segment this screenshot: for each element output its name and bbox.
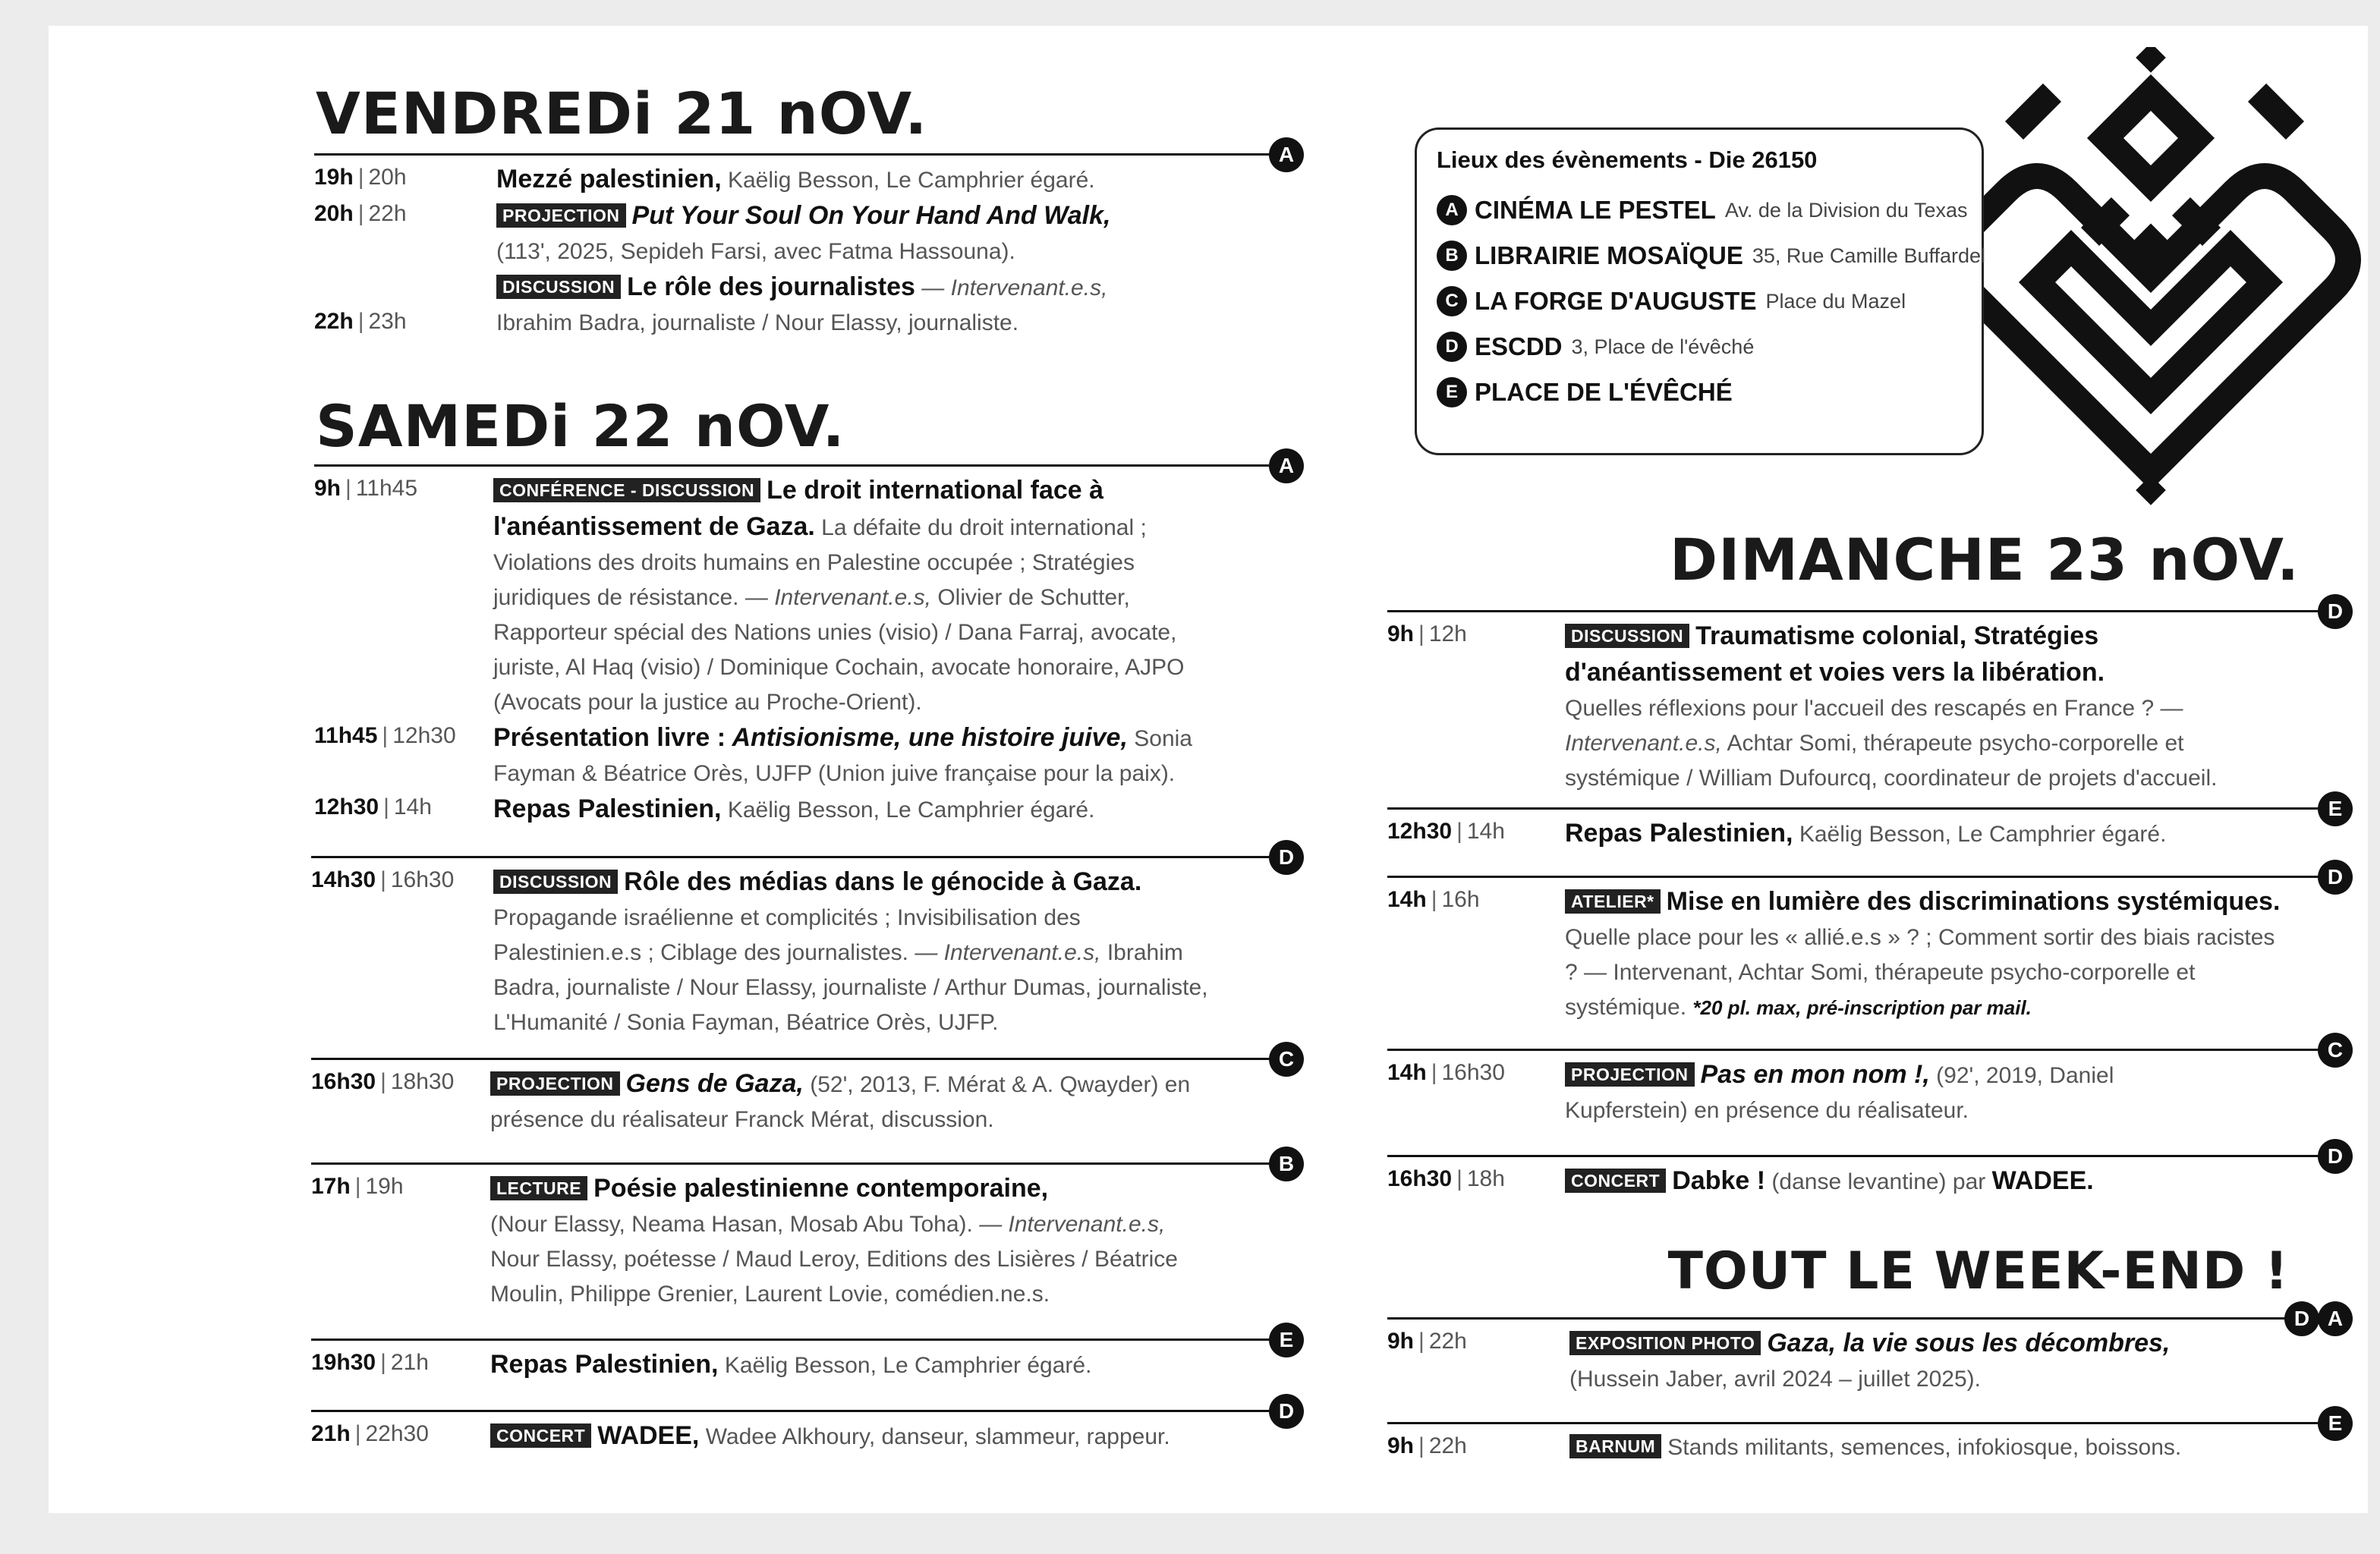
event-time: 16h30 | 18h30 [311, 1069, 455, 1094]
event-title: Dabke ! [1672, 1166, 1766, 1195]
event-performer: WADEE. [1991, 1166, 2094, 1195]
event-intro: — Intervenant.e.s, [745, 585, 931, 610]
venue-badge: D [2318, 594, 2353, 629]
venue-badge: E [2318, 1406, 2353, 1441]
event-row [314, 198, 1269, 306]
event-title: Le rôle des journalistes [627, 272, 915, 301]
sunday-title: DIMANCHE 23 nOV. [1670, 526, 2300, 593]
event-desc: (113', 2025, Sepideh Farsi, avec Fatma Hassouna). [496, 239, 1015, 264]
event-desc: Ibrahim Badra, journaliste / Nour Elassy, journaliste. [496, 310, 1019, 335]
event-time: 14h | 16h30 [1387, 1060, 1505, 1085]
venue-item [1437, 233, 1986, 278]
weekend-block-E [1387, 1411, 2343, 1465]
friday-title: VENDREDi 21 nOV. [316, 80, 928, 147]
event-time: 9h | 12h [1387, 621, 1467, 646]
venue-name: CINÉMA LE PESTEL [1475, 196, 1716, 224]
event-desc: (92', 2019, Daniel Kupferstein) en présence du réalisateur. [1565, 1063, 2114, 1123]
tag-atelier: ATELIER* [1565, 889, 1661, 914]
tag-projection: PROJECTION [490, 1071, 620, 1096]
saturday-block-A [314, 454, 1295, 828]
event-desc: Kaëlig Besson, Le Camphrier égaré. [1799, 822, 2167, 847]
saturday-title: SAMEDi 22 nOV. [316, 392, 845, 460]
event-row [311, 1418, 1269, 1455]
tag-concert: CONCERT [490, 1423, 591, 1448]
event-title: Traumatisme colonial, Stratégies d'anéantissement et voies vers la libération. [1565, 621, 2105, 687]
friday-block [314, 143, 1295, 341]
event-desc: (danse levantine) par [1771, 1169, 1986, 1194]
venues-box [1415, 127, 1984, 455]
event-desc: (Hussein Jaber, avril 2024 – juillet 2025). [1569, 1367, 1981, 1392]
venue-name: ESCDD [1475, 332, 1563, 360]
event-row [1387, 884, 2318, 1025]
event-title: WADEE, [597, 1421, 700, 1450]
event-desc: Kaëlig Besson, Le Camphrier égaré. [727, 168, 1095, 193]
event-title: Put Your Soul On Your Hand And Walk, [631, 201, 1111, 230]
venue-badge: D [1269, 840, 1304, 875]
sunday-block-D3 [1387, 1144, 2344, 1200]
venue-letter: E [1437, 377, 1467, 407]
venue-item [1437, 324, 1962, 370]
event-title: Rôle des médias dans le génocide à Gaza. [624, 867, 1142, 896]
tag-exposition: EXPOSITION PHOTO [1569, 1331, 1761, 1355]
tag-projection: PROJECTION [496, 203, 626, 228]
event-desc: Kaëlig Besson, Le Camphrier égaré. [724, 1353, 1092, 1378]
event-desc: (Nour Elassy, Neama Hasan, Mosab Abu Toha). [490, 1212, 973, 1237]
weekend-block-DA [1387, 1307, 2344, 1397]
event-intro: Intervenant.e.s, [1565, 731, 1722, 756]
venue-letter: A [1437, 195, 1467, 225]
weekend-title: TOUT LE WEEK-END ! [1667, 1241, 2289, 1301]
venue-badge: A [1269, 448, 1304, 483]
event-time: 16h30 | 18h [1387, 1166, 1505, 1191]
tag-concert: CONCERT [1565, 1169, 1666, 1193]
event-time: 19h30 | 21h [311, 1350, 429, 1375]
venues-title: Lieux des évènements - Die 26150 [1437, 146, 1818, 173]
saturday-block-D2 [311, 1399, 1295, 1455]
event-row [311, 1066, 1269, 1137]
venue-badge: D [2318, 1139, 2353, 1174]
venue-badge: D [2318, 860, 2353, 895]
event-row [1387, 816, 2318, 852]
event-row [314, 720, 1269, 791]
event-title-italic: Pas en mon nom !, [1700, 1060, 1930, 1089]
venue-address: 3, Place de l'évêché [1571, 335, 1755, 358]
tag-conference: CONFÉRENCE - DISCUSSION [493, 478, 760, 502]
event-title: Présentation livre : [493, 723, 726, 752]
event-row [1387, 1430, 2318, 1465]
event-time: 14h | 16h [1387, 887, 1480, 912]
venue-badge: C [2318, 1033, 2353, 1068]
tag-barnum: BARNUM [1569, 1434, 1661, 1458]
venue-badge: C [1269, 1042, 1304, 1077]
venue-badge: D [1269, 1394, 1304, 1429]
event-row [1387, 1326, 2318, 1397]
arabic-kufic-calligraphy-heart-logo [1938, 47, 2363, 517]
event-time: 20h | 22h [314, 201, 407, 226]
venue-address: 35, Rue Camille Buffardel [1752, 244, 1986, 267]
event-desc: Stands militants, semences, infokiosque, boissons. [1667, 1435, 2182, 1460]
event-speakers: Ibrahim Badra, journaliste / Nour Elassy, journaliste / Arthur Dumas, journaliste, L'Humanité / Sonia Fayman, Béatrice Orès, UJFP. [493, 940, 1208, 1035]
event-row [311, 864, 1269, 1040]
venue-letter: D [1437, 332, 1467, 362]
event-speakers: Olivier de Schutter, Rapporteur spécial des Nations unies (visio) / Dana Farraj, avocate, juriste, Al Haq (visio) / Dominique Cochain, avocate honoraire, AJPO (Avocats pour la justice au Proche-Orient). [493, 585, 1185, 715]
event-title: Mezzé palestinien, [496, 165, 722, 193]
event-title-italic: Gens de Gaza, [625, 1069, 804, 1098]
event-row [1387, 1057, 2318, 1128]
venue-badge: E [2318, 791, 2353, 826]
event-title: Repas Palestinien, [1565, 819, 1793, 848]
event-title-italic: Gaza, la vie sous les décombres, [1767, 1329, 2171, 1357]
event-title: Poésie palestinienne contemporaine, [593, 1174, 1049, 1203]
sunday-block-C [1387, 1038, 2344, 1128]
event-desc: Quelle place pour les « allié.e.s » ? ; Comment sortir des biais racistes ? — Intervenant, Achtar Somi, thérapeute psycho-corporelle et systémique. [1565, 925, 2275, 1020]
event-row [314, 162, 1269, 198]
sunday-block-D2 [1387, 865, 2344, 1025]
saturday-block-D [311, 845, 1295, 1040]
venue-name: LIBRAIRIE MOSAÏQUE [1475, 241, 1743, 269]
venue-letter: C [1437, 286, 1467, 316]
sunday-block-E [1387, 797, 2343, 852]
event-time: 11h45 | 12h30 [314, 723, 456, 748]
event-time: 19h | 20h [314, 165, 407, 190]
event-intro: — Intervenant.e.s, [915, 940, 1101, 965]
event-time: 21h | 22h30 [311, 1421, 429, 1446]
venue-badge: A [2318, 1301, 2353, 1336]
event-note: *20 pl. max, pré-inscription par mail. [1692, 996, 2032, 1019]
event-time: 17h | 19h [311, 1174, 404, 1199]
venue-item [1437, 278, 1962, 324]
venue-letter: B [1437, 241, 1467, 271]
saturday-block-C [311, 1047, 1295, 1137]
event-time: 22h | 23h [314, 309, 407, 334]
event-row [314, 791, 1269, 828]
tag-discussion: DISCUSSION [496, 275, 621, 299]
event-row [311, 1171, 1269, 1312]
event-row [1387, 1163, 2318, 1200]
event-speakers: Nour Elassy, poétesse / Maud Leroy, Editions des Lisières / Béatrice Moulin, Philippe Grenier, Laurent Lovie, comédien.ne.s. [490, 1247, 1178, 1307]
event-title: Repas Palestinien, [490, 1350, 719, 1379]
venue-address: Av. de la Division du Texas [1724, 198, 1968, 222]
event-desc: Propagande israélienne et complicités ; Invisibilisation des Palestinien.e.s ; Ciblage des journalistes. [493, 905, 1081, 965]
event-title: Repas Palestinien, [493, 794, 722, 823]
venue-badge: D [2284, 1301, 2319, 1336]
event-desc: Quelles réflexions pour l'accueil des rescapés en France ? — [1565, 696, 2183, 721]
event-desc: La défaite du droit international ; Violations des droits humains en Palestine occupée ; Stratégies juridiques de résistance. [493, 515, 1147, 610]
venue-name: PLACE DE L'ÉVÊCHÉ [1475, 378, 1733, 406]
venue-badge: A [1269, 137, 1304, 172]
event-row [311, 1347, 1269, 1383]
tag-discussion: DISCUSSION [1565, 624, 1689, 648]
venue-item [1437, 370, 1962, 415]
tag-projection: PROJECTION [1565, 1062, 1695, 1087]
program-sheet [49, 26, 2368, 1513]
tag-lecture: LECTURE [490, 1176, 587, 1200]
saturday-block-E [311, 1328, 1294, 1383]
venue-address: Place du Mazel [1765, 289, 1906, 313]
event-intro: — Intervenant.e.s, [921, 275, 1108, 300]
venue-item [1437, 187, 1968, 233]
venue-name: LA FORGE D'AUGUSTE [1475, 287, 1757, 315]
venue-badge: B [1269, 1147, 1304, 1181]
event-intro: — Intervenant.e.s, [979, 1212, 1166, 1237]
event-title: Le droit international face à l'anéantissement de Gaza. [493, 476, 1104, 541]
event-row [314, 306, 1269, 341]
event-desc: (52', 2013, F. Mérat & A. Qwayder) en présence du réalisateur Franck Mérat, discussion. [490, 1072, 1191, 1132]
event-time: 12h30 | 14h [314, 794, 432, 819]
saturday-block-B [311, 1152, 1295, 1312]
event-title-italic: Antisionisme, une histoire juive, [732, 723, 1128, 752]
event-time: 9h | 22h [1387, 1329, 1467, 1354]
event-desc: Sonia Fayman & Béatrice Orès, UJFP (Union juive française pour la paix). [493, 726, 1192, 786]
event-title: Mise en lumière des discriminations systémiques. [1666, 887, 2281, 916]
event-time: 14h30 | 16h30 [311, 867, 455, 892]
event-time: 12h30 | 14h [1387, 819, 1505, 844]
event-row [314, 473, 1269, 720]
event-speakers: Achtar Somi, thérapeute psycho-corporelle et systémique / William Dufourcq, coordinateur de projets d'accueil. [1565, 731, 2218, 791]
event-row [1387, 618, 2318, 796]
tag-discussion: DISCUSSION [493, 870, 618, 894]
sunday-block-D [1387, 599, 2344, 796]
event-time: 9h | 11h45 [314, 476, 418, 501]
event-time: 9h | 22h [1387, 1433, 1467, 1458]
event-desc: Wadee Alkhoury, danseur, slammeur, rappeur. [705, 1424, 1170, 1449]
event-desc: Kaëlig Besson, Le Camphrier égaré. [727, 797, 1095, 823]
venue-badge: E [1269, 1323, 1304, 1357]
